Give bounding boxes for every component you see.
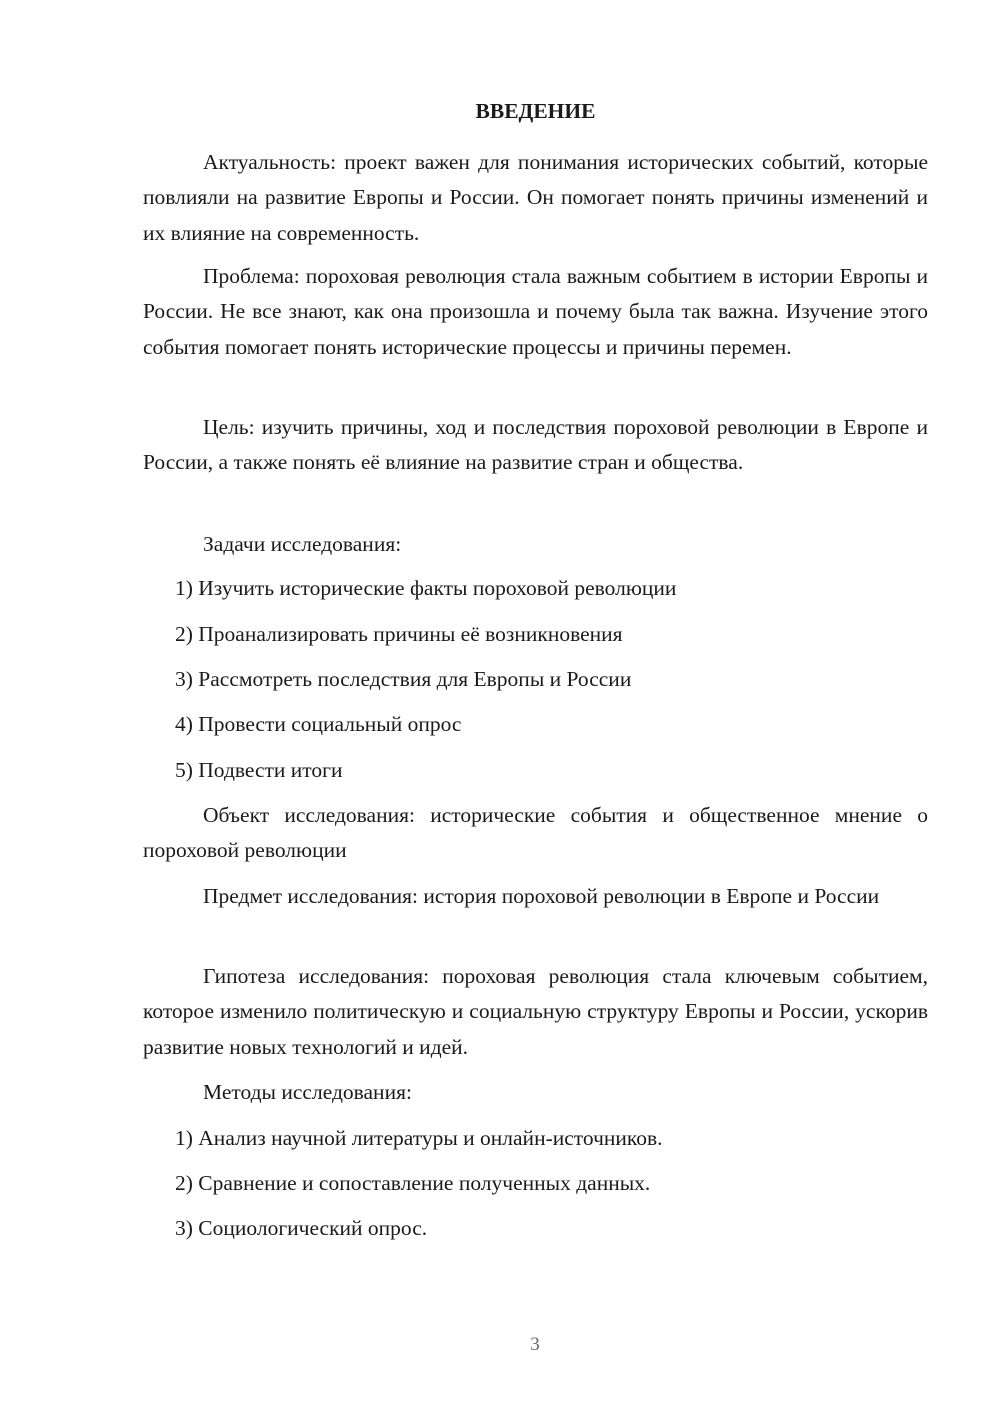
hypothesis-paragraph: Гипотеза исследования: пороховая революция стала ключевым событием, которое изменило политическую и социальную структуру Европы и России, ускорив развитие новых технологий и идей. [143, 964, 928, 1059]
method-item-3: 3) Социологический опрос. [175, 1216, 428, 1240]
method-item-1: 1) Анализ научной литературы и онлайн-источников. [175, 1126, 663, 1150]
tasks-heading: Задачи исследования: [203, 532, 402, 556]
methods-heading: Методы исследования: [203, 1080, 412, 1104]
section-title: ВВЕДЕНИЕ [475, 99, 596, 123]
task-item-3: 3) Рассмотреть последствия для Европы и России [175, 667, 632, 691]
page-number: 3 [530, 1334, 540, 1355]
relevance-paragraph: Актуальность: проект важен для понимания исторических событий, которые повлияли на развитие Европы и России. Он помогает понять причины изменений и их влияние на современность. [143, 150, 928, 245]
method-item-2: 2) Сравнение и сопоставление полученных данных. [175, 1171, 651, 1195]
subject-paragraph: Предмет исследования: история пороховой революции в Европе и России [203, 884, 880, 908]
task-item-1: 1) Изучить исторические факты пороховой революции [175, 576, 677, 600]
problem-paragraph: Проблема: пороховая революция стала важным событием в истории Европы и России. Не все знают, как она произошла и почему была так важна. Изучение этого события помогает понять исторические процессы и причины перемен. [143, 264, 928, 359]
object-paragraph: Объект исследования: исторические события и общественное мнение о пороховой революции [143, 803, 928, 863]
task-item-5: 5) Подвести итоги [175, 758, 343, 782]
task-item-2: 2) Проанализировать причины её возникновения [175, 622, 623, 646]
goal-paragraph: Цель: изучить причины, ход и последствия пороховой революции в Европе и России, а также понять её влияние на развитие стран и общества. [143, 415, 928, 475]
task-item-4: 4) Провести социальный опрос [175, 712, 462, 736]
